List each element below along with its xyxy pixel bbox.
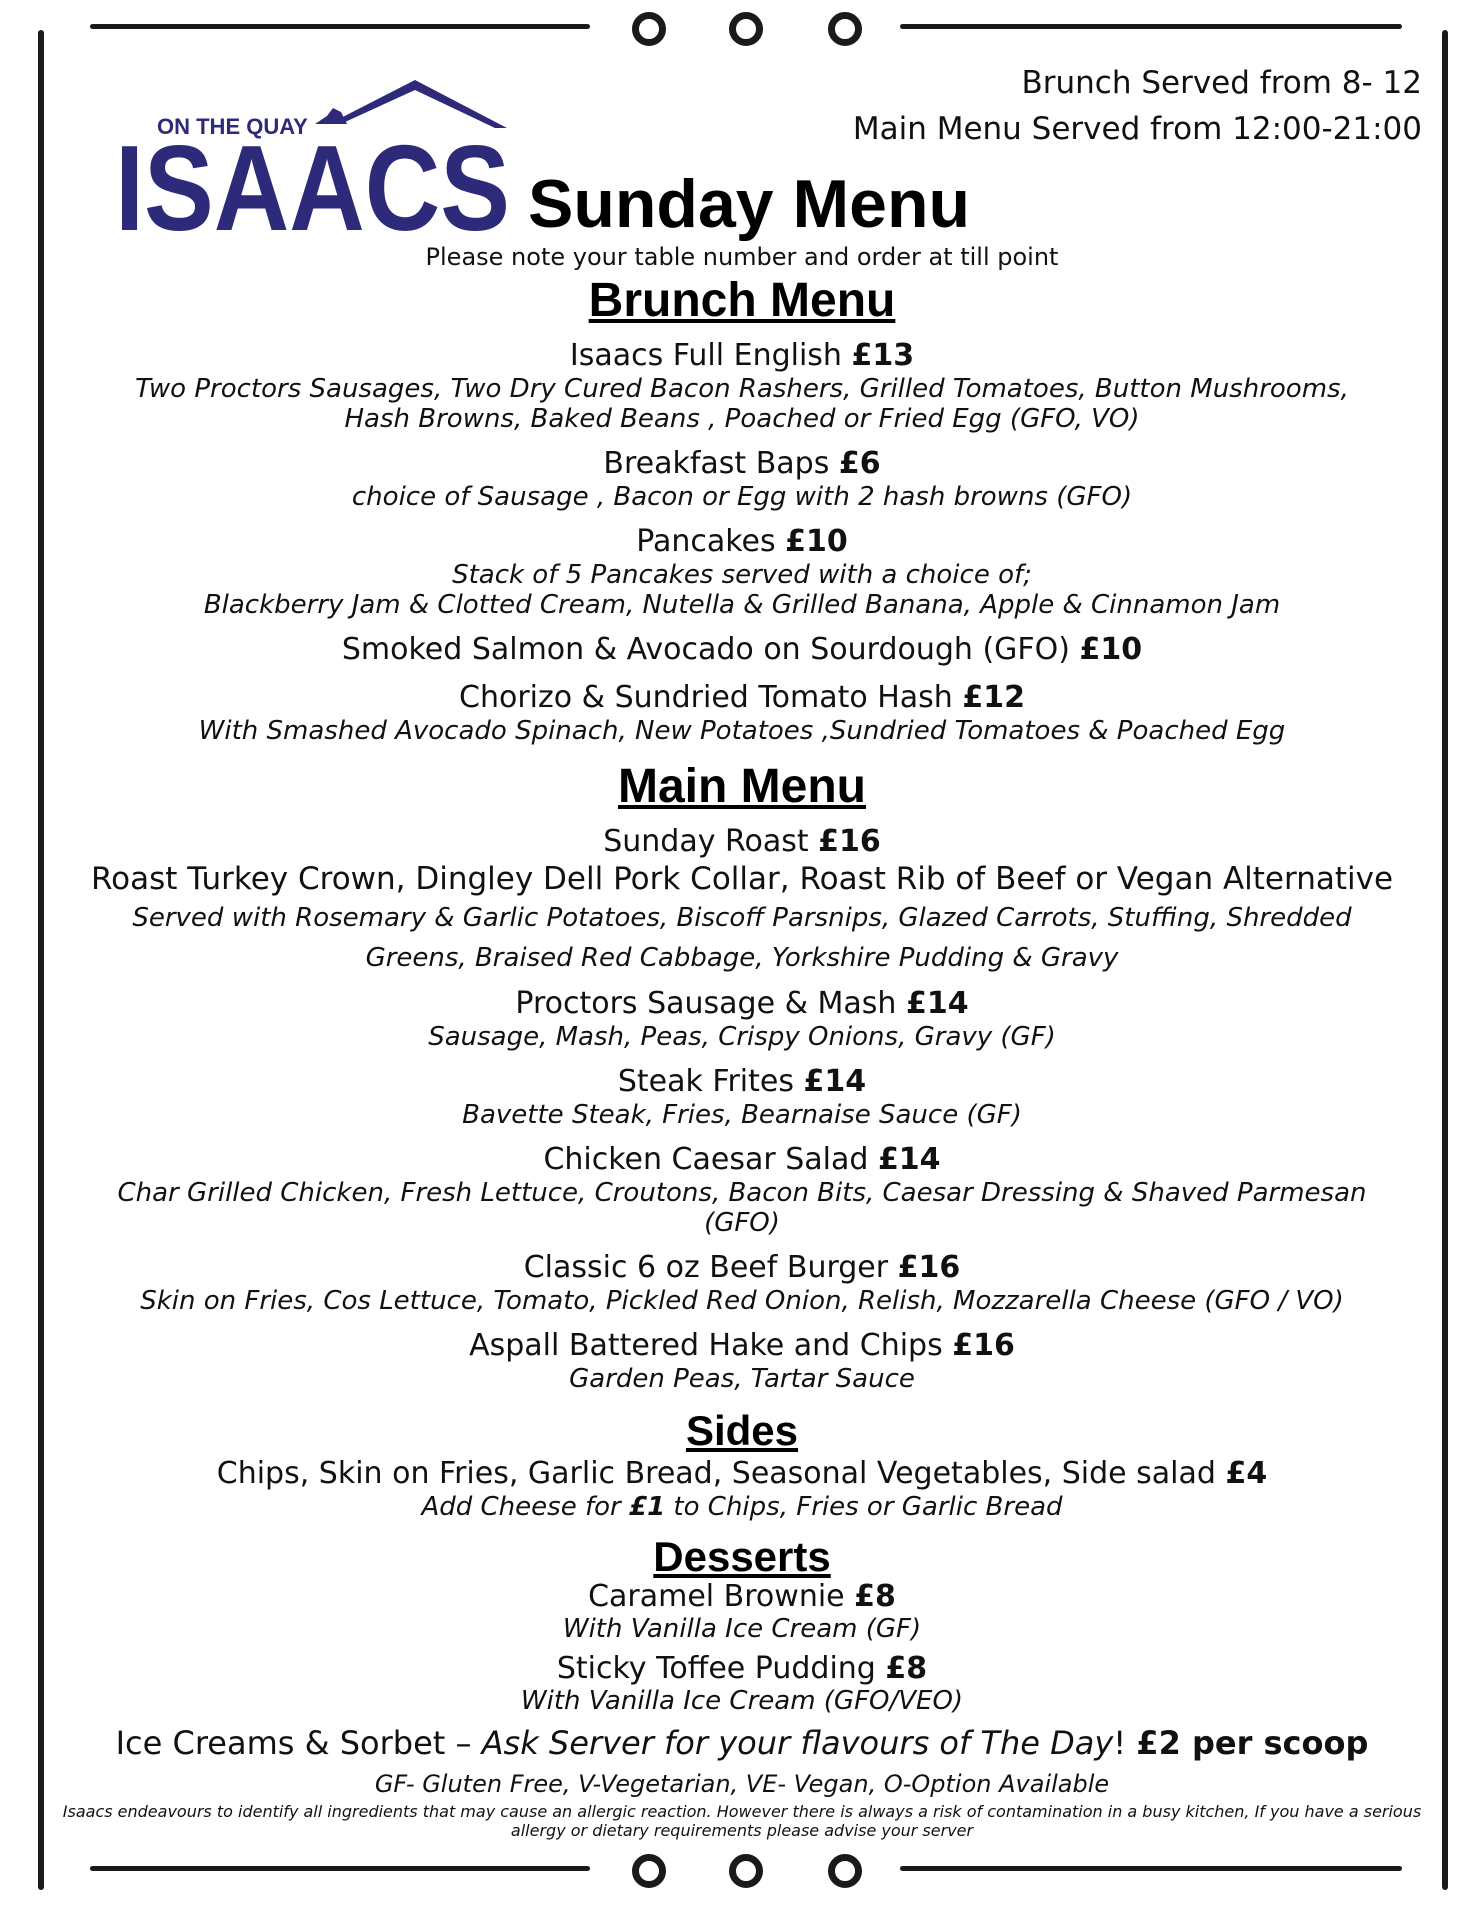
- top-ring-3: [828, 12, 862, 46]
- dietary-legend: GF- Gluten Free, V-Vegetarian, VE- Vegan, O-Option Available: [374, 1770, 1110, 1798]
- bottom-ring-2: [729, 1854, 763, 1888]
- item-description: Two Proctors Sausages, Two Dry Cured Bacon Rashers, Grilled Tomatoes, Button Mushrooms,: [135, 374, 1349, 404]
- menu-item-chorizo-hash: [50, 680, 1434, 746]
- logo-wordmark: ISAACS: [115, 120, 510, 238]
- item-description: With Smashed Avocado Spinach, New Potatoes ,Sundried Tomatoes & Poached Egg: [198, 716, 1286, 746]
- item-price: £12: [962, 680, 1025, 715]
- roast-meat-options: Roast Turkey Crown, Dingley Dell Pork Collar, Roast Rib of Beef or Vegan Alternative: [90, 861, 1394, 897]
- item-name: Isaacs Full English: [569, 338, 852, 373]
- addon-price: £1: [628, 1492, 666, 1522]
- item-description: Sausage, Mash, Peas, Crispy Onions, Gravy (GF): [428, 1022, 1056, 1052]
- menu-item-sunday-roast: [50, 824, 1434, 978]
- allergy-notice: Isaacs endeavours to identify all ingredients that may cause an allergic reaction. However there is always a risk of contamination in a busy kitchen, If you have a serious allergy or dietary requirements please advise your server: [62, 1802, 1422, 1840]
- menu-content: [50, 272, 1434, 1840]
- bottom-ring-3: [828, 1854, 862, 1888]
- item-price: £16: [897, 1250, 961, 1285]
- item-name: Classic 6 oz Beef Burger: [523, 1250, 898, 1285]
- menu-item-full-english: [50, 338, 1434, 434]
- item-description: Char Grilled Chicken, Fresh Lettuce, Croutons, Bacon Bits, Caesar Dressing & Shaved Parmesan: [117, 1178, 1367, 1208]
- item-description: Blackberry Jam & Clotted Cream, Nutella & Grilled Banana, Apple & Cinnamon Jam: [203, 590, 1281, 620]
- page-title: Sunday Menu: [528, 166, 971, 242]
- bottom-divider-left: [90, 1866, 590, 1871]
- item-description: Bavette Steak, Fries, Bearnaise Sauce (GF): [462, 1100, 1022, 1130]
- top-ring-2: [729, 12, 763, 46]
- bottom-ring-1: [632, 1854, 666, 1888]
- main-hours: Main Menu Served from 12:00-21:00: [852, 111, 1422, 147]
- item-description: Garden Peas, Tartar Sauce: [569, 1364, 915, 1394]
- desserts-heading: Desserts: [653, 1533, 831, 1580]
- top-divider-left: [90, 24, 590, 29]
- top-divider-right: [900, 24, 1402, 29]
- item-name: Proctors Sausage & Mash: [515, 986, 906, 1021]
- item-description: Greens, Braised Red Cabbage, Yorkshire Pudding & Gravy: [365, 943, 1119, 973]
- isaacs-logo: [115, 78, 515, 238]
- item-name: Chorizo & Sundried Tomato Hash: [459, 680, 963, 715]
- item-description: choice of Sausage , Bacon or Egg with 2 hash browns (GFO): [351, 482, 1133, 512]
- item-description: With Vanilla Ice Cream (GF): [562, 1614, 922, 1644]
- menu-item-caramel-brownie: [50, 1580, 1434, 1644]
- item-description: Hash Browns, Baked Beans , Poached or Fried Egg (GFO, VO): [344, 404, 1140, 434]
- serving-hours: [853, 60, 1422, 152]
- menu-item-caesar-salad: [50, 1142, 1434, 1238]
- item-name: Chicken Caesar Salad: [543, 1142, 878, 1177]
- menu-item-steak-frites: [50, 1064, 1434, 1130]
- item-name: Breakfast Baps: [603, 446, 839, 481]
- item-name: Aspall Battered Hake and Chips: [469, 1328, 953, 1363]
- top-ring-1: [632, 12, 666, 46]
- item-price: £6: [838, 446, 881, 481]
- sides-list: [50, 1456, 1434, 1492]
- item-price: £13: [851, 338, 915, 373]
- item-price: £14: [877, 1142, 941, 1177]
- bottom-divider-right: [900, 1866, 1402, 1871]
- ordering-note: Please note your table number and order at till point: [425, 243, 1059, 271]
- logo-graphic: [115, 78, 515, 238]
- item-price: £10: [785, 524, 848, 559]
- item-price: £10: [1079, 632, 1143, 667]
- menu-item-smoked-salmon: [50, 632, 1434, 668]
- menu-item-sticky-toffee: [50, 1652, 1434, 1716]
- item-description: With Vanilla Ice Cream (GFO/VEO): [520, 1686, 964, 1716]
- item-name: Caramel Brownie: [588, 1579, 855, 1614]
- sides-heading: Sides: [685, 1407, 799, 1454]
- item-price: £8: [885, 1651, 928, 1686]
- ice-cream-price: £2 per scoop: [1136, 1724, 1369, 1762]
- item-price: £16: [952, 1328, 1015, 1363]
- sides-items: Chips, Skin on Fries, Garlic Bread, Seasonal Vegetables, Side salad: [216, 1456, 1226, 1491]
- item-name: Pancakes: [636, 524, 786, 559]
- menu-item-sausage-mash: [50, 986, 1434, 1052]
- sides-addon: Add Cheese for £1 to Chips, Fries or Garlic Bread: [421, 1492, 1063, 1522]
- sides-price: £4: [1225, 1456, 1268, 1491]
- item-price: £16: [818, 824, 881, 859]
- item-description: Served with Rosemary & Garlic Potatoes, Biscoff Parsnips, Glazed Carrots, Stuffing, Shredded: [132, 903, 1352, 933]
- item-name: Steak Frites: [617, 1064, 804, 1099]
- item-description: Skin on Fries, Cos Lettuce, Tomato, Pickled Red Onion, Relish, Mozzarella Cheese (GFO / VO): [140, 1286, 1344, 1316]
- menu-item-pancakes: [50, 524, 1434, 620]
- item-name: Sticky Toffee Pudding: [556, 1651, 886, 1686]
- menu-item-breakfast-baps: [50, 446, 1434, 512]
- ice-cream-flavours: Ask Server for your flavours of The Day: [481, 1724, 1114, 1762]
- item-price: £14: [905, 986, 969, 1021]
- item-name: Sunday Roast: [603, 824, 819, 859]
- item-price: £8: [854, 1579, 896, 1614]
- logo-tagline: ON THE QUAY: [157, 114, 308, 139]
- item-description: (GFO): [704, 1208, 780, 1238]
- item-price: £14: [803, 1064, 867, 1099]
- frame-right-line: [1442, 30, 1448, 1890]
- frame-left-line: [38, 30, 44, 1890]
- menu-item-beef-burger: [50, 1250, 1434, 1316]
- main-menu-heading: Main Menu: [618, 760, 866, 813]
- brunch-hours: Brunch Served from 8- 12: [1021, 65, 1422, 101]
- item-name: Smoked Salmon & Avocado on Sourdough (GFO): [341, 632, 1080, 667]
- item-description: Stack of 5 Pancakes served with a choice of;: [452, 560, 1032, 590]
- brunch-heading: Brunch Menu: [588, 274, 896, 327]
- menu-item-battered-hake: [50, 1328, 1434, 1394]
- ice-cream-line: Ice Creams & Sorbet – Ask Server for your flavours of The Day! £2 per scoop: [115, 1724, 1369, 1762]
